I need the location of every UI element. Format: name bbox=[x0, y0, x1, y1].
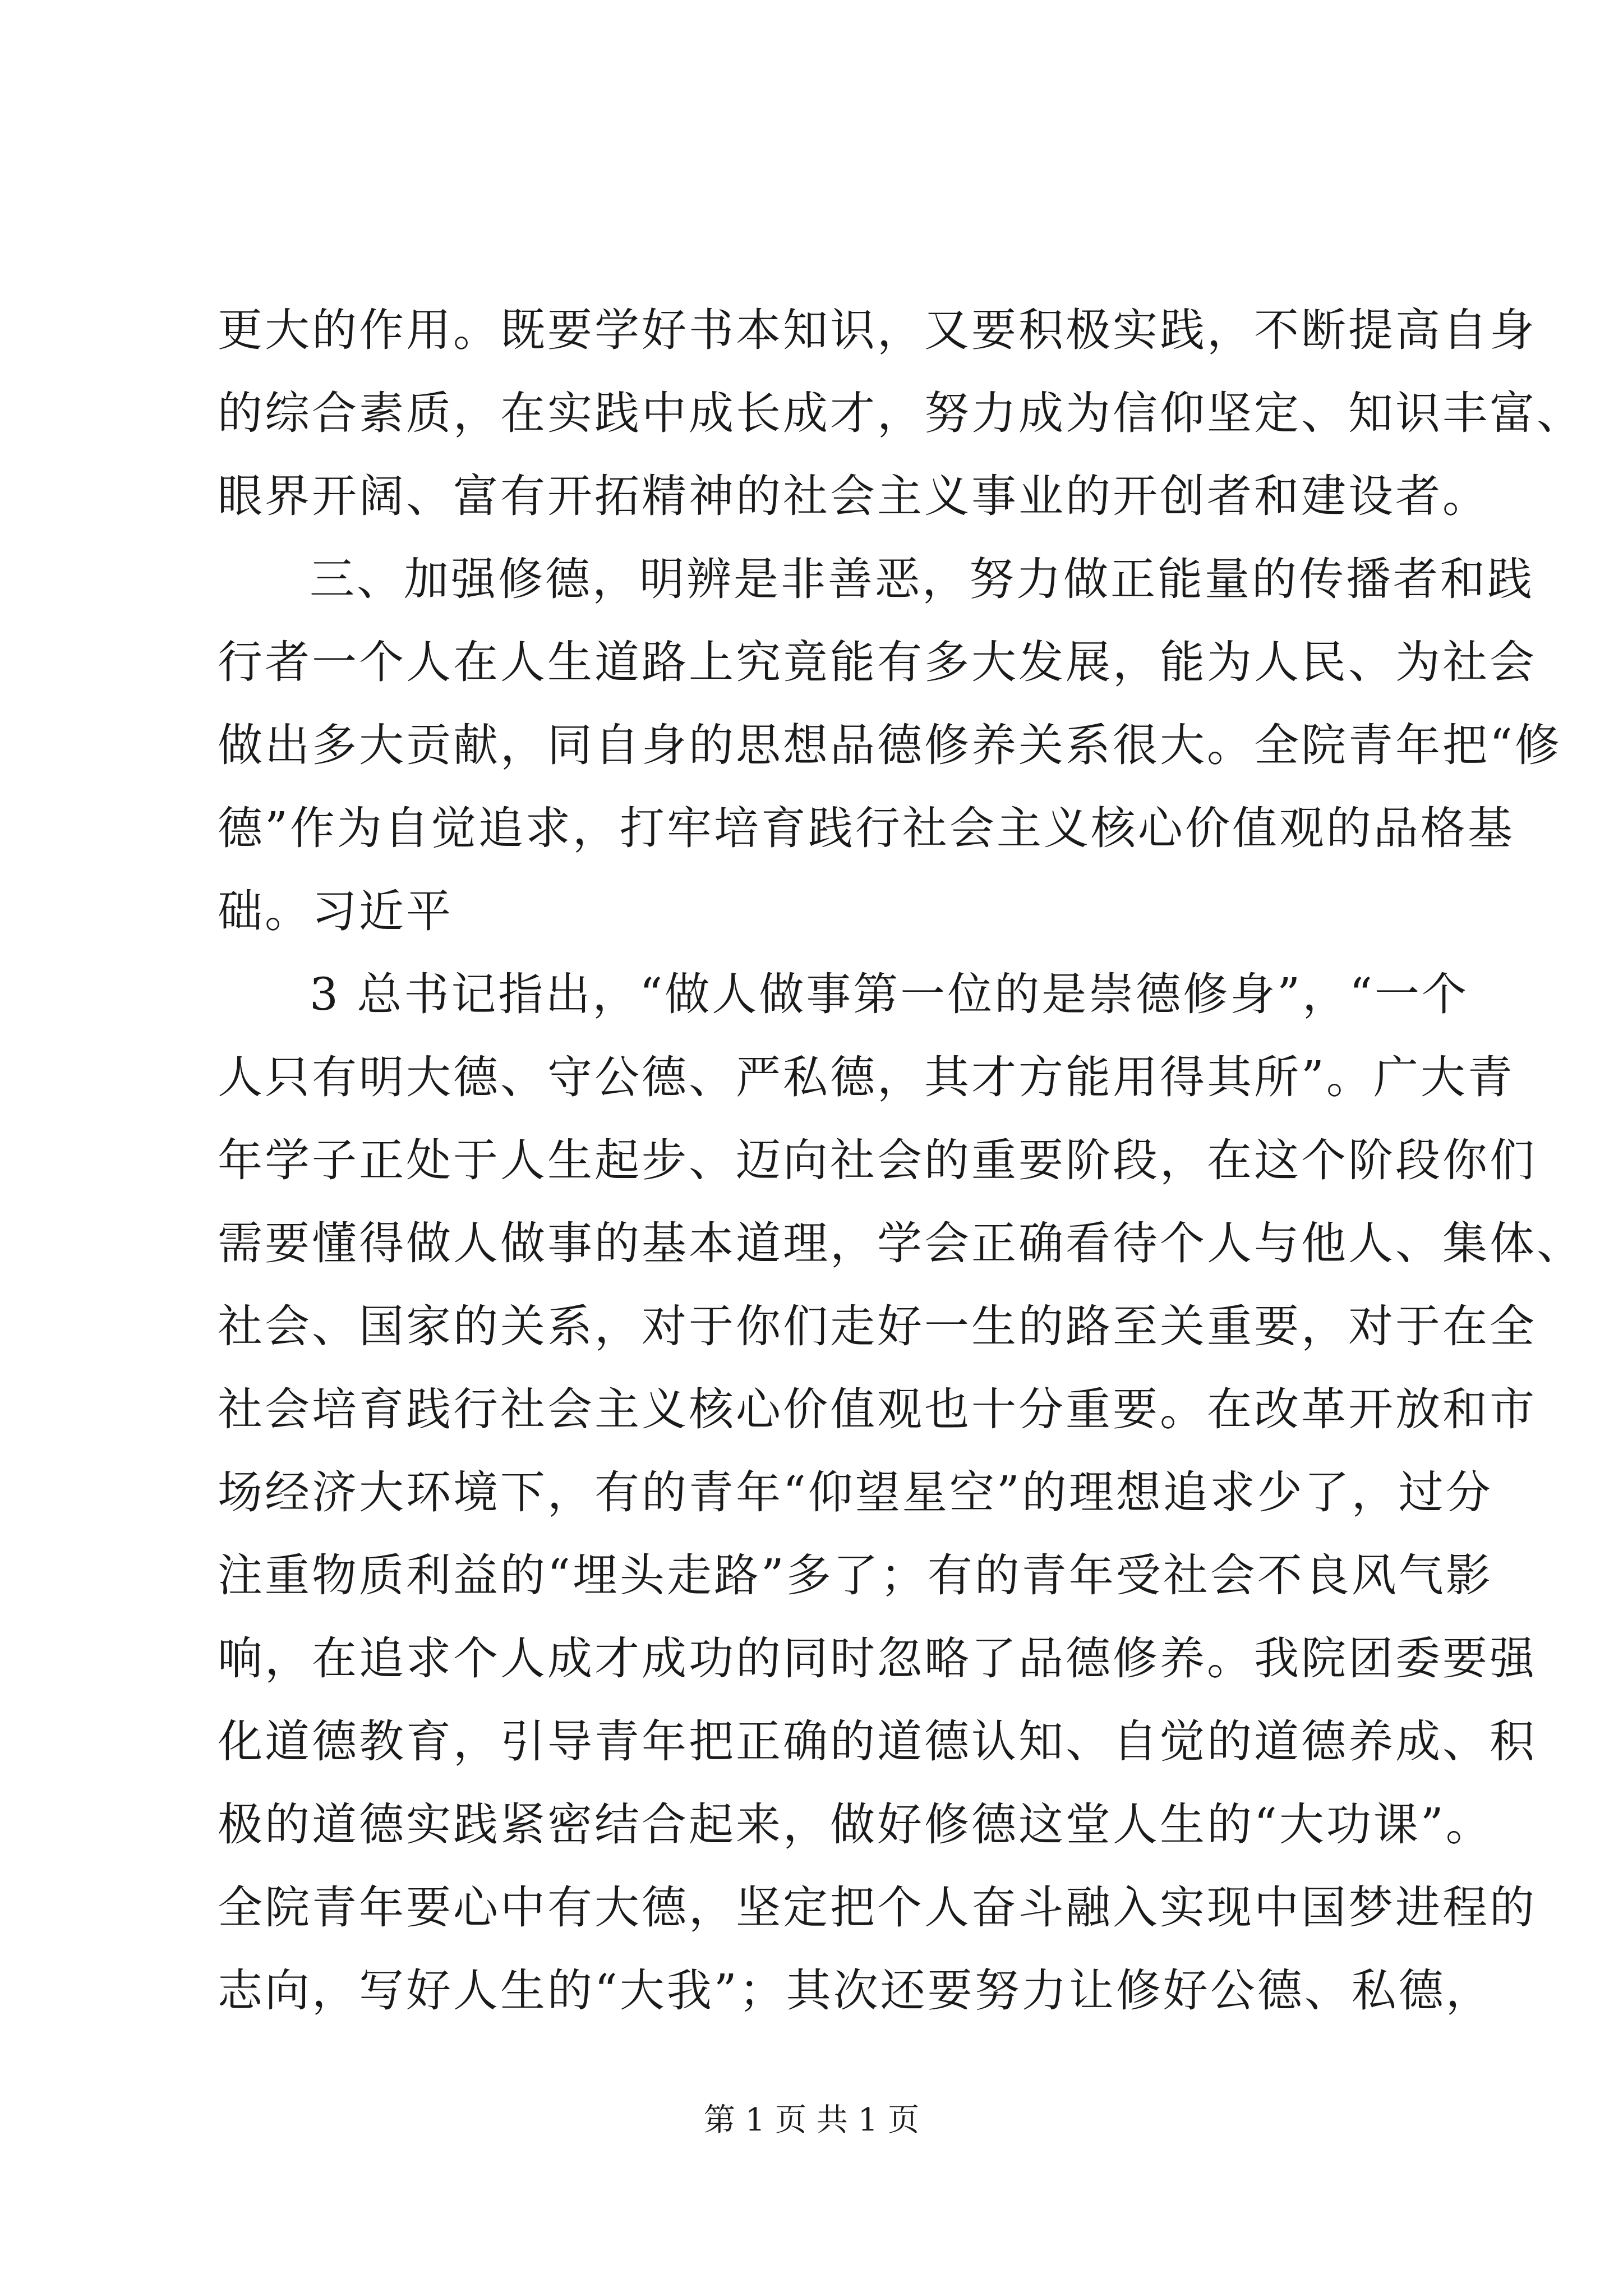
text-line: 社会、国家的关系，对于你们走好一生的路至关重要，对于在全 bbox=[218, 1300, 1537, 1352]
page-number-footer: 第 1 页 共 1 页 bbox=[703, 2102, 920, 2138]
text-line: 做出多大贡献，同自身的思想品德修养关系很大。全院青年把“修 bbox=[218, 719, 1562, 771]
text-line: 需要懂得做人做事的基本道理，学会正确看待个人与他人、集体、 bbox=[218, 1217, 1584, 1269]
text-line: 极的道德实践紧密结合起来，做好修德这堂人生的“大功课”。 bbox=[218, 1798, 1493, 1851]
text-line: 的综合素质，在实践中成长成才，努力成为信仰坚定、知识丰富、 bbox=[218, 387, 1584, 439]
text-line: 更大的作用。既要学好书本知识，又要积极实践，不断提高自身 bbox=[218, 304, 1537, 356]
body-text bbox=[218, 289, 1584, 2032]
paragraph-start-line: 3 总书记指出，“做人做事第一位的是崇德修身”，“一个 bbox=[310, 968, 1469, 1020]
text-line: 年学子正处于人生起步、迈向社会的重要阶段，在这个阶段你们 bbox=[218, 1134, 1537, 1186]
text-line: 社会培育践行社会主义核心价值观也十分重要。在改革开放和市 bbox=[218, 1383, 1537, 1435]
text-line: 础。习近平 bbox=[218, 885, 453, 937]
text-line: 场经济大环境下，有的青年“仰望星空”的理想追求少了，过分 bbox=[218, 1466, 1493, 1519]
text-line: 注重物质利益的“埋头走路”多了；有的青年受社会不良风气影 bbox=[218, 1549, 1493, 1602]
text-line: 行者一个人在人生道路上究竟能有多大发展，能为人民、为社会 bbox=[218, 636, 1537, 688]
text-line: 人只有明大德、守公德、严私德，其才方能用得其所”。广大青 bbox=[218, 1051, 1515, 1103]
text-line: 德”作为自觉追求，打牢培育践行社会主义核心价值观的品格基 bbox=[218, 802, 1515, 854]
paragraph-start-line: 三、加强修德，明辨是非善恶，努力做正能量的传播者和践 bbox=[310, 553, 1534, 605]
text-line: 志向，写好人生的“大我”；其次还要努力让修好公德、私德， bbox=[218, 1964, 1493, 2017]
text-line: 全院青年要心中有大德，坚定把个人奋斗融入实现中国梦进程的 bbox=[218, 1881, 1537, 1934]
text-line: 眼界开阔、富有开拓精神的社会主义事业的开创者和建设者。 bbox=[218, 470, 1490, 522]
text-line: 化道德教育，引导青年把正确的道德认知、自觉的道德养成、积 bbox=[218, 1715, 1537, 1768]
text-line: 响，在追求个人成才成功的同时忽略了品德修养。我院团委要强 bbox=[218, 1632, 1537, 1685]
